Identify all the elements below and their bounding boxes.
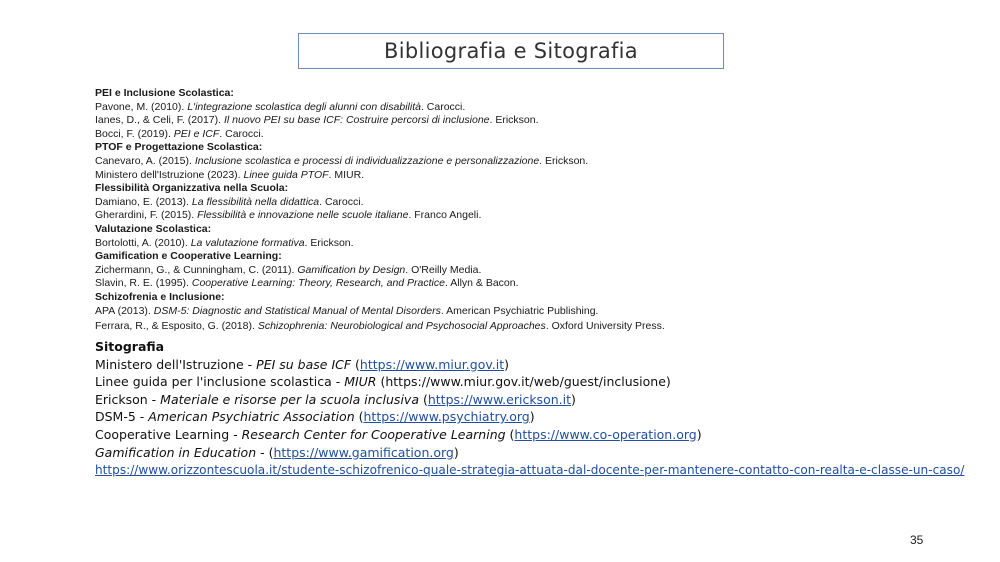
sitography-item — [95, 373, 985, 391]
sitography-text: ( — [354, 409, 364, 425]
sitography-text: ( — [351, 356, 360, 372]
bibliography-reference — [95, 155, 975, 169]
reference-authors: Pavone, M. (2010). — [95, 100, 188, 113]
reference-title: Schizophrenia: Neurobiological and Psychosocial Approaches — [257, 320, 546, 333]
reference-authors: Ministero dell'Istruzione (2023). — [95, 168, 244, 181]
sitography-text: ( — [505, 426, 515, 442]
reference-publisher: . American Psychiatric Publishing. — [440, 304, 599, 317]
bibliography-reference — [95, 114, 975, 128]
sitography-text: - ( — [256, 444, 274, 460]
sitography-text-end: ) — [504, 356, 510, 372]
reference-publisher: . Carocci. — [420, 100, 466, 113]
bibliography-category-heading: Valutazione Scolastica: — [95, 222, 212, 235]
reference-authors: APA (2013). — [95, 304, 154, 317]
sitography-item — [95, 426, 985, 444]
reference-title: La valutazione formativa — [190, 236, 305, 249]
bibliography-category-heading: PEI e Inclusione Scolastica: — [95, 87, 234, 99]
sitography-source: DSM-5 - — [95, 409, 149, 425]
sitography-source-title: American Psychiatric Association — [148, 409, 355, 425]
bibliography-reference — [95, 209, 975, 223]
reference-title: Flessibilità e innovazione nelle scuole italiane — [197, 209, 409, 222]
sitography-long-link-line — [95, 461, 985, 480]
reference-authors: Canevaro, A. (2015). — [95, 154, 195, 167]
sitography-text-end: ) — [571, 391, 576, 407]
sitography-source: Ministero dell'Istruzione - — [95, 356, 257, 372]
reference-title: L'integrazione scolastica degli alunni con disabilità — [187, 100, 421, 113]
title-box — [298, 33, 724, 69]
reference-title: La flessibilità nella didattica — [191, 195, 320, 208]
reference-title: Inclusione scolastica e processi di individualizzazione e personalizzazione — [194, 154, 540, 167]
bibliography-category-heading: Schizofrenia e Inclusione: — [95, 290, 225, 303]
sitography-text-end: ) — [529, 409, 535, 425]
bibliography-reference — [95, 305, 975, 319]
sitography-item — [95, 391, 985, 409]
sitography-source-title: PEI su base ICF — [256, 356, 352, 372]
long-link[interactable]: https://www.orizzontescuola.it/studente-schizofrenico-quale-strategia-attuata-dal-docente-per-mantenere-contatto-con-realta-e-classe-un-caso/ — [95, 463, 965, 478]
bibliography-reference — [95, 277, 975, 291]
sitography-text: ( — [418, 391, 428, 407]
reference-authors: Bortolotti, A. (2010). — [95, 236, 191, 249]
sitography-item — [95, 444, 985, 462]
page-number: 35 — [910, 533, 924, 547]
sitography-link[interactable]: https://www.psychiatry.org — [363, 409, 530, 425]
reference-publisher: . Carocci. — [319, 195, 364, 208]
reference-publisher: . Erickson. — [539, 154, 589, 167]
sitography-source: Linee guida per l'inclusione scolastica - — [95, 374, 345, 390]
reference-authors: Bocci, F. (2019). — [95, 127, 174, 140]
sitography-text-end: ) — [453, 444, 459, 460]
sitography-item — [95, 356, 985, 374]
reference-title: DSM-5: Diagnostic and Statistical Manual of Mental Disorders — [153, 304, 441, 317]
reference-authors: Damiano, E. (2013). — [95, 195, 192, 208]
sitography-link[interactable]: https://www.gamification.org — [273, 444, 454, 460]
reference-title: Cooperative Learning: Theory, Research, and Practice — [191, 277, 445, 290]
sitography-list — [95, 338, 985, 480]
sitography-source: Erickson - — [95, 391, 161, 407]
reference-publisher: . Erickson. — [489, 114, 539, 127]
reference-publisher: . Oxford University Press. — [545, 320, 665, 333]
reference-authors: Slavin, R. E. (1995). — [95, 277, 192, 290]
slide-title: Bibliografia e Sitografia — [384, 39, 638, 63]
sitography-source-title: Gamification in Education — [95, 444, 257, 460]
bibliography-reference — [95, 264, 975, 278]
reference-title: PEI e ICF — [173, 127, 220, 140]
bibliography-reference — [95, 128, 975, 142]
reference-authors: Ianes, D., & Celi, F. (2017). — [95, 114, 224, 127]
bibliography-list — [95, 87, 975, 334]
reference-publisher: . Allyn & Bacon. — [444, 277, 519, 290]
reference-title: Il nuovo PEI su base ICF: Costruire percorsi di inclusione — [223, 114, 490, 127]
sitography-link[interactable]: https://www.erickson.it — [427, 391, 571, 407]
reference-publisher: . Franco Angeli. — [408, 209, 482, 222]
sitography-text-end: ) — [696, 426, 702, 442]
reference-title: Gamification by Design — [297, 263, 406, 276]
bibliography-reference — [95, 101, 975, 115]
bibliography-reference — [95, 169, 975, 183]
sitography-heading: Sitografia — [95, 339, 165, 354]
reference-publisher: . Carocci. — [219, 127, 264, 140]
bibliography-category-heading: PTOF e Progettazione Scolastica: — [95, 141, 263, 154]
reference-publisher: . O'Reilly Media. — [405, 263, 482, 276]
bibliography-reference — [95, 320, 975, 334]
sitography-text: (https://www.miur.gov.it/web/guest/inclusione) — [376, 374, 671, 390]
sitography-source-title: Materiale e risorse per la scuola inclusiva — [160, 391, 419, 407]
sitography-source-title: MIUR — [344, 374, 377, 390]
reference-authors: Zichermann, G., & Cunningham, C. (2011). — [95, 263, 298, 276]
sitography-item — [95, 408, 985, 426]
reference-authors: Ferrara, R., & Esposito, G. (2018). — [95, 320, 258, 333]
sitography-source: Cooperative Learning - — [95, 426, 242, 442]
bibliography-reference — [95, 196, 975, 210]
sitography-link[interactable]: https://www.miur.gov.it — [359, 356, 505, 372]
reference-authors: Gherardini, F. (2015). — [95, 209, 198, 222]
reference-title: Linee guida PTOF — [243, 168, 329, 181]
bibliography-category-heading: Flessibilità Organizzativa nella Scuola: — [95, 182, 289, 195]
bibliography-reference — [95, 237, 975, 251]
reference-publisher: . MIUR. — [328, 168, 365, 181]
sitography-source-title: Research Center for Cooperative Learning — [241, 426, 506, 442]
sitography-link[interactable]: https://www.co-operation.org — [514, 426, 697, 442]
bibliography-category-heading: Gamification e Cooperative Learning: — [95, 250, 282, 263]
reference-publisher: . Erickson. — [304, 236, 354, 249]
